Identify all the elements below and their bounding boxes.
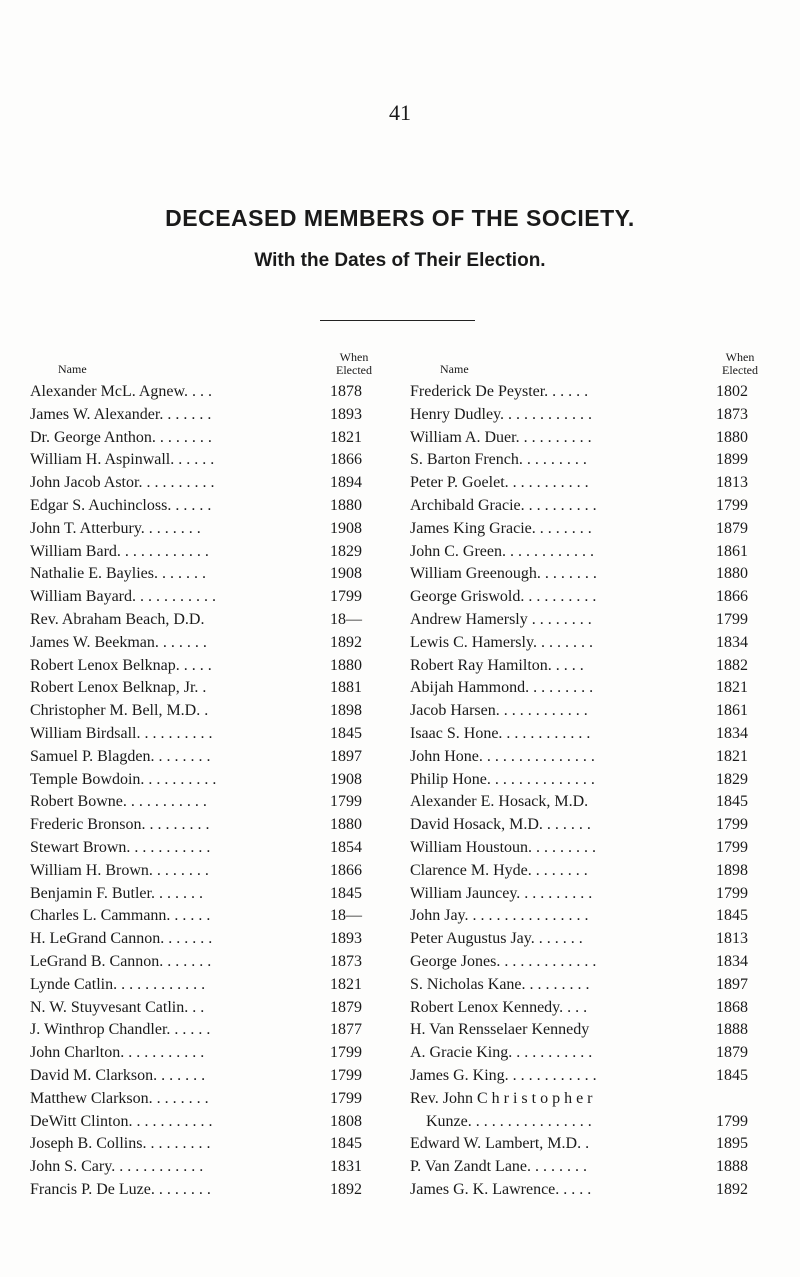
column-header-right xyxy=(410,337,768,381)
member-year-elected: 1880 xyxy=(330,656,362,674)
member-name: A. Gracie King. . . . . . . . . . . xyxy=(410,1044,593,1062)
member-row xyxy=(30,1133,382,1156)
member-year-elected: 1845 xyxy=(716,793,748,811)
elected-header-line1: When xyxy=(339,350,369,364)
member-row xyxy=(30,723,382,746)
member-name: John C. Green. . . . . . . . . . . . xyxy=(410,542,594,560)
member-row xyxy=(30,472,382,495)
member-year-elected: 1845 xyxy=(716,1066,748,1084)
member-year-elected: 1868 xyxy=(716,998,748,1016)
member-year-elected: 1866 xyxy=(330,451,362,469)
member-name: Robert Ray Hamilton. . . . . xyxy=(410,656,584,674)
member-name: Peter Augustus Jay. . . . . . . xyxy=(410,930,583,948)
name-header: Name xyxy=(440,362,469,376)
member-row xyxy=(30,1156,382,1179)
member-name: Francis P. De Luze. . . . . . . . xyxy=(30,1180,211,1198)
member-row xyxy=(30,791,382,814)
member-name: James W. Alexander. . . . . . . xyxy=(30,405,212,423)
member-year-elected: 1908 xyxy=(330,565,362,583)
member-row xyxy=(30,404,382,427)
member-year-elected: 1908 xyxy=(330,770,362,788)
member-year-elected: 1873 xyxy=(716,405,748,423)
member-year-elected: 18— xyxy=(330,907,362,925)
member-row xyxy=(410,974,768,997)
member-row xyxy=(410,1156,768,1179)
member-year-elected: 1888 xyxy=(716,1158,748,1176)
member-name: William Bard. . . . . . . . . . . . xyxy=(30,542,209,560)
member-year-elected: 1878 xyxy=(330,383,362,400)
member-name: Robert Bowne. . . . . . . . . . . xyxy=(30,793,207,811)
member-row xyxy=(410,472,768,495)
member-row xyxy=(30,860,382,883)
member-row xyxy=(410,746,768,769)
member-row xyxy=(410,1065,768,1088)
member-year-elected: 1813 xyxy=(716,930,748,948)
member-year-elected: 1895 xyxy=(716,1135,748,1153)
member-name: Rev. John C h r i s t o p h e r xyxy=(410,1089,593,1107)
member-year-elected: 1799 xyxy=(330,1089,362,1107)
member-row xyxy=(410,449,768,472)
member-row xyxy=(30,586,382,609)
member-row xyxy=(30,381,382,404)
member-year-elected: 1821 xyxy=(716,679,748,697)
member-name: Charles L. Cammann. . . . . . xyxy=(30,907,211,925)
member-name: Samuel P. Blagden. . . . . . . . xyxy=(30,747,211,765)
member-name: S. Barton French. . . . . . . . . xyxy=(410,451,587,469)
member-name: N. W. Stuyvesant Catlin. . . xyxy=(30,998,205,1016)
member-year-elected: 1799 xyxy=(716,884,748,902)
member-year-elected: 1877 xyxy=(330,1021,362,1039)
member-year-elected: 1845 xyxy=(330,724,362,742)
member-row xyxy=(410,563,768,586)
member-name: Alexander McL. Agnew. . . . xyxy=(30,383,213,400)
member-row xyxy=(30,928,382,951)
member-row xyxy=(410,655,768,678)
member-name: George Griswold. . . . . . . . . . xyxy=(410,588,597,606)
member-year-elected: 1879 xyxy=(716,1044,748,1062)
member-row xyxy=(30,1019,382,1042)
member-name: David Hosack, M.D. . . . . . . xyxy=(410,816,591,834)
member-year-elected: 1861 xyxy=(716,542,748,560)
member-name: Nathalie E. Baylies. . . . . . . xyxy=(30,565,206,583)
member-row xyxy=(30,905,382,928)
member-year-elected: 1845 xyxy=(330,1135,362,1153)
member-name: Robert Lenox Kennedy. . . . xyxy=(410,998,588,1016)
member-name: H. Van Rensselaer Kennedy xyxy=(410,1021,590,1039)
member-name: Edward W. Lambert, M.D. . xyxy=(410,1135,590,1153)
member-name: Christopher M. Bell, M.D. . xyxy=(30,702,209,720)
member-name: James King Gracie. . . . . . . . xyxy=(410,519,592,537)
member-year-elected: 1799 xyxy=(330,1044,362,1062)
member-row xyxy=(410,1179,768,1202)
member-row xyxy=(30,677,382,700)
members-column-right xyxy=(410,337,768,1202)
member-row xyxy=(410,837,768,860)
member-name: Peter P. Goelet. . . . . . . . . . . xyxy=(410,474,589,492)
member-row xyxy=(30,1179,382,1202)
member-name: Lynde Catlin. . . . . . . . . . . . xyxy=(30,975,206,993)
members-column-left xyxy=(30,337,382,1202)
member-year-elected: 1821 xyxy=(330,428,362,446)
member-name: James W. Beekman. . . . . . . xyxy=(30,633,207,651)
member-row xyxy=(410,1019,768,1042)
elected-header-line1: When xyxy=(725,350,755,364)
divider-rule xyxy=(320,320,475,321)
member-name: Matthew Clarkson. . . . . . . . xyxy=(30,1089,209,1107)
member-year-elected: 1834 xyxy=(716,633,748,651)
member-name: Kunze. . . . . . . . . . . . . . . . xyxy=(410,1112,592,1130)
member-year-elected: 1879 xyxy=(716,519,748,537)
page-title: DECEASED MEMBERS OF THE SOCIETY. xyxy=(165,205,635,231)
member-row xyxy=(410,427,768,450)
member-name: David M. Clarkson. . . . . . . xyxy=(30,1066,206,1084)
member-name: Clarence M. Hyde. . . . . . . . xyxy=(410,861,588,879)
member-row xyxy=(410,1133,768,1156)
member-name: Frederic Bronson. . . . . . . . . xyxy=(30,816,210,834)
member-name: Robert Lenox Belknap, Jr. . xyxy=(30,679,207,697)
member-name: James G. K. Lawrence. . . . . xyxy=(410,1180,592,1198)
member-year-elected: 1799 xyxy=(330,793,362,811)
elected-header-line2: Elected xyxy=(336,363,372,377)
member-row xyxy=(30,997,382,1020)
member-name: Philip Hone. . . . . . . . . . . . . . xyxy=(410,770,595,788)
members-list-left xyxy=(30,381,382,1202)
member-name: LeGrand B. Cannon. . . . . . . xyxy=(30,952,212,970)
member-row xyxy=(30,449,382,472)
member-year-elected: 1866 xyxy=(330,861,362,879)
member-row xyxy=(410,1088,768,1111)
member-name: George Jones. . . . . . . . . . . . . xyxy=(410,952,597,970)
member-row xyxy=(30,495,382,518)
member-row xyxy=(30,1111,382,1134)
member-year-elected: 1799 xyxy=(716,610,748,628)
member-name: Alexander E. Hosack, M.D. xyxy=(410,793,589,811)
member-name: William Houstoun. . . . . . . . . xyxy=(410,838,597,856)
member-name: William Birdsall. . . . . . . . . . xyxy=(30,724,213,742)
member-name: Edgar S. Auchincloss. . . . . . xyxy=(30,496,212,514)
member-name: John S. Cary. . . . . . . . . . . . xyxy=(30,1158,204,1176)
member-year-elected: 1829 xyxy=(330,542,362,560)
member-year-elected: 1880 xyxy=(330,496,362,514)
member-name: Lewis C. Hamersly. . . . . . . . xyxy=(410,633,593,651)
member-name: John Jacob Astor. . . . . . . . . . xyxy=(30,474,215,492)
member-name: Rev. Abraham Beach, D.D. xyxy=(30,610,205,628)
member-year-elected: 1821 xyxy=(716,747,748,765)
member-row xyxy=(30,974,382,997)
member-year-elected: 1866 xyxy=(716,588,748,606)
member-year-elected: 1880 xyxy=(716,565,748,583)
member-row xyxy=(30,541,382,564)
member-name: DeWitt Clinton. . . . . . . . . . . xyxy=(30,1112,213,1130)
member-year-elected: 1893 xyxy=(330,930,362,948)
member-year-elected: 18— xyxy=(330,610,362,628)
member-year-elected: 1799 xyxy=(330,1066,362,1084)
member-name: William Bayard. . . . . . . . . . . xyxy=(30,588,216,606)
member-year-elected: 1834 xyxy=(716,724,748,742)
member-row xyxy=(410,632,768,655)
member-year-elected: 1799 xyxy=(716,496,748,514)
member-row xyxy=(30,609,382,632)
members-list-right xyxy=(410,381,768,1202)
member-year-elected: 1892 xyxy=(330,633,362,651)
member-year-elected: 1829 xyxy=(716,770,748,788)
member-name: William A. Duer. . . . . . . . . . xyxy=(410,428,592,446)
member-year-elected: 1873 xyxy=(330,952,362,970)
member-name: John Charlton. . . . . . . . . . . xyxy=(30,1044,205,1062)
member-name: John T. Atterbury. . . . . . . . xyxy=(30,519,201,537)
member-year-elected: 1808 xyxy=(330,1112,362,1130)
member-row xyxy=(410,951,768,974)
member-row xyxy=(30,769,382,792)
member-name: William H. Brown. . . . . . . . xyxy=(30,861,209,879)
member-name: Jacob Harsen. . . . . . . . . . . . xyxy=(410,702,588,720)
member-row xyxy=(410,1111,768,1134)
member-row xyxy=(410,381,768,404)
member-year-elected: 1845 xyxy=(716,907,748,925)
member-name: Isaac S. Hone. . . . . . . . . . . . xyxy=(410,724,591,742)
member-year-elected: 1879 xyxy=(330,998,362,1016)
member-name: Robert Lenox Belknap. . . . . xyxy=(30,656,212,674)
member-name: Benjamin F. Butler. . . . . . . xyxy=(30,884,203,902)
member-row xyxy=(410,541,768,564)
member-year-elected: 1882 xyxy=(716,656,748,674)
member-year-elected: 1821 xyxy=(330,975,362,993)
member-year-elected: 1799 xyxy=(330,588,362,606)
member-name: Frederick De Peyster. . . . . . xyxy=(410,383,589,400)
member-row xyxy=(30,632,382,655)
member-name: Henry Dudley. . . . . . . . . . . . xyxy=(410,405,593,423)
member-name: William Greenough. . . . . . . . xyxy=(410,565,597,583)
member-year-elected: 1834 xyxy=(716,952,748,970)
member-year-elected: 1881 xyxy=(330,679,362,697)
member-name: John Jay. . . . . . . . . . . . . . . . xyxy=(410,907,589,925)
member-row xyxy=(30,1065,382,1088)
name-header: Name xyxy=(58,362,87,376)
member-row xyxy=(410,1042,768,1065)
member-row xyxy=(410,700,768,723)
member-name: S. Nicholas Kane. . . . . . . . . xyxy=(410,975,590,993)
member-row xyxy=(30,655,382,678)
member-row xyxy=(30,563,382,586)
member-name: P. Van Zandt Lane. . . . . . . . xyxy=(410,1158,588,1176)
member-year-elected: 1897 xyxy=(716,975,748,993)
member-year-elected: 1888 xyxy=(716,1021,748,1039)
member-year-elected: 1799 xyxy=(716,816,748,834)
column-header-left xyxy=(30,337,382,381)
member-row xyxy=(30,883,382,906)
page-number: 41 xyxy=(389,100,411,125)
member-year-elected: 1802 xyxy=(716,383,748,400)
member-row xyxy=(410,997,768,1020)
member-year-elected: 1799 xyxy=(716,838,748,856)
member-year-elected: 1861 xyxy=(716,702,748,720)
member-year-elected: 1892 xyxy=(716,1180,748,1198)
member-name: Stewart Brown. . . . . . . . . . . xyxy=(30,838,211,856)
member-row xyxy=(410,791,768,814)
member-name: William Jauncey. . . . . . . . . . xyxy=(410,884,593,902)
member-name: H. LeGrand Cannon. . . . . . . xyxy=(30,930,213,948)
member-year-elected: 1894 xyxy=(330,474,362,492)
member-row xyxy=(410,723,768,746)
member-year-elected: 1892 xyxy=(330,1180,362,1198)
member-year-elected: 1897 xyxy=(330,747,362,765)
member-name: Dr. George Anthon. . . . . . . . xyxy=(30,428,212,446)
member-name: Archibald Gracie. . . . . . . . . . xyxy=(410,496,597,514)
member-year-elected: 1813 xyxy=(716,474,748,492)
member-row xyxy=(410,860,768,883)
member-name: John Hone. . . . . . . . . . . . . . . xyxy=(410,747,595,765)
member-row xyxy=(410,883,768,906)
member-row xyxy=(410,814,768,837)
member-year-elected: 1893 xyxy=(330,405,362,423)
member-year-elected: 1880 xyxy=(330,816,362,834)
member-row xyxy=(30,814,382,837)
member-year-elected: 1908 xyxy=(330,519,362,537)
member-row xyxy=(30,427,382,450)
member-row xyxy=(30,951,382,974)
member-name: Joseph B. Collins. . . . . . . . . xyxy=(30,1135,211,1153)
member-year-elected: 1898 xyxy=(716,861,748,879)
member-row xyxy=(410,677,768,700)
member-row xyxy=(410,404,768,427)
member-year-elected: 1799 xyxy=(716,1112,748,1130)
member-year-elected: 1854 xyxy=(330,838,362,856)
member-name: Abijah Hammond. . . . . . . . . xyxy=(410,679,594,697)
member-name: J. Winthrop Chandler. . . . . . xyxy=(30,1021,211,1039)
member-row xyxy=(30,746,382,769)
member-row xyxy=(410,518,768,541)
page-subtitle: With the Dates of Their Election. xyxy=(254,250,546,271)
member-year-elected: 1880 xyxy=(716,428,748,446)
elected-header xyxy=(712,351,768,377)
member-row xyxy=(30,518,382,541)
member-row xyxy=(410,769,768,792)
member-row xyxy=(410,586,768,609)
member-row xyxy=(410,495,768,518)
member-year-elected: 1898 xyxy=(330,702,362,720)
member-name: William H. Aspinwall. . . . . . xyxy=(30,451,215,469)
member-row xyxy=(410,609,768,632)
member-row xyxy=(30,1088,382,1111)
member-row xyxy=(30,1042,382,1065)
member-row xyxy=(30,700,382,723)
elected-header xyxy=(326,351,382,377)
member-row xyxy=(410,928,768,951)
member-name: Temple Bowdoin. . . . . . . . . . xyxy=(30,770,217,788)
member-row xyxy=(410,905,768,928)
elected-header-line2: Elected xyxy=(722,363,758,377)
member-name: Andrew Hamersly . . . . . . . . xyxy=(410,610,592,628)
member-year-elected: 1845 xyxy=(330,884,362,902)
member-row xyxy=(30,837,382,860)
member-year-elected: 1831 xyxy=(330,1158,362,1176)
member-name: James G. King. . . . . . . . . . . . xyxy=(410,1066,597,1084)
member-year-elected: 1899 xyxy=(716,451,748,469)
